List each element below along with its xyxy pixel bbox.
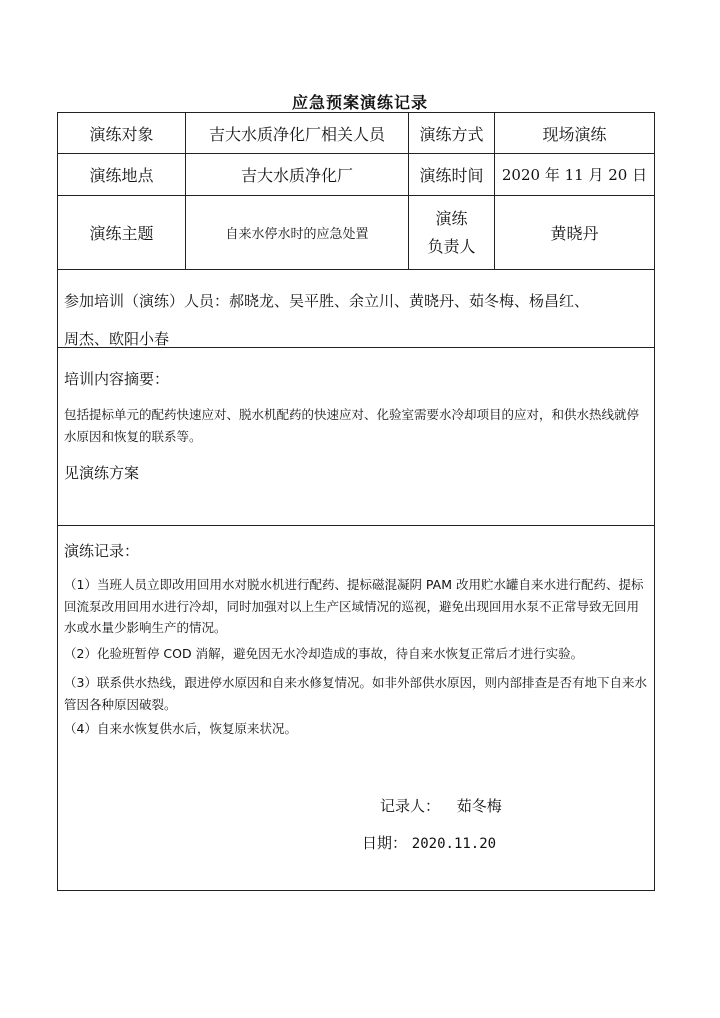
date-value: 2020.11.20 [411,836,497,852]
row-divider [57,269,655,270]
label-drill-owner-line2: 负责人 [427,236,476,256]
value-drill-time: 2020 年 11 月 20 日 [501,166,648,184]
label-drill-target: 演练对象 [89,124,154,144]
summary-note: 见演练方案 [64,464,140,482]
value-drill-theme: 自来水停水时的应急处置 [225,227,369,242]
value-drill-method: 现场演练 [542,124,607,144]
date-line [362,832,496,853]
label-drill-location: 演练地点 [89,166,154,185]
record-item: （3）联系供水热线，跟进停水原因和自来水修复情况。如非外部供水原因，则内部排查是否有地下自来水管因各种原因破裂。 [64,675,647,712]
participants-line1: 参加培训（演练）人员：郝晓龙、吴平胜、余立川、黄晓丹、茹冬梅、杨昌红、 [64,292,590,310]
recorder-label: 记录人： [380,797,441,815]
label-drill-owner-line1: 演练 [435,208,468,228]
summary-heading: 培训内容摘要： [64,370,170,388]
label-drill-method: 演练方式 [419,124,484,144]
label-drill-theme: 演练主题 [89,224,154,243]
participants-section [64,282,650,358]
record-item: （4）自来水恢复供水后，恢复原来状况。 [64,721,297,736]
value-drill-location: 吉大水质净化厂 [240,166,353,185]
record-item: （1）当班人员立即改用回用水对脱水机进行配药、提标磁混凝阴 PAM 改用贮水罐自来水进行配药、提标回流泵改用回用水进行冷却，同时加强对以上生产区域情况的巡视，避免出现回用水泵不正常导致无回用水或水量少影响生产的情况。 [64,577,644,635]
value-drill-owner: 黄晓丹 [550,224,599,243]
label-drill-owner [409,196,494,269]
border-right [654,112,655,891]
recorder-line [380,795,502,816]
date-label: 日期： [362,834,408,852]
section-divider [57,525,655,526]
record-heading: 演练记录： [64,542,140,560]
label-drill-time: 演练时间 [419,166,484,185]
page-title: 应急预案演练记录 [291,93,428,112]
participants-line2: 周杰、欧阳小春 [64,330,170,348]
value-drill-target: 吉大水质净化厂相关人员 [208,124,385,144]
border-bottom [57,890,655,891]
summary-text: 包括提标单元的配药快速应对、脱水机配药的快速应对、化验室需要水冷却项目的应对，和供水热线就停水原因和恢复的联系等。 [64,407,640,444]
record-item: （2）化验班暂停 COD 消解，避免因无水冷却造成的事故，待自来水恢复正常后才进行实验。 [64,646,584,661]
record-form [57,112,655,891]
recorder-name: 茹冬梅 [456,797,502,815]
